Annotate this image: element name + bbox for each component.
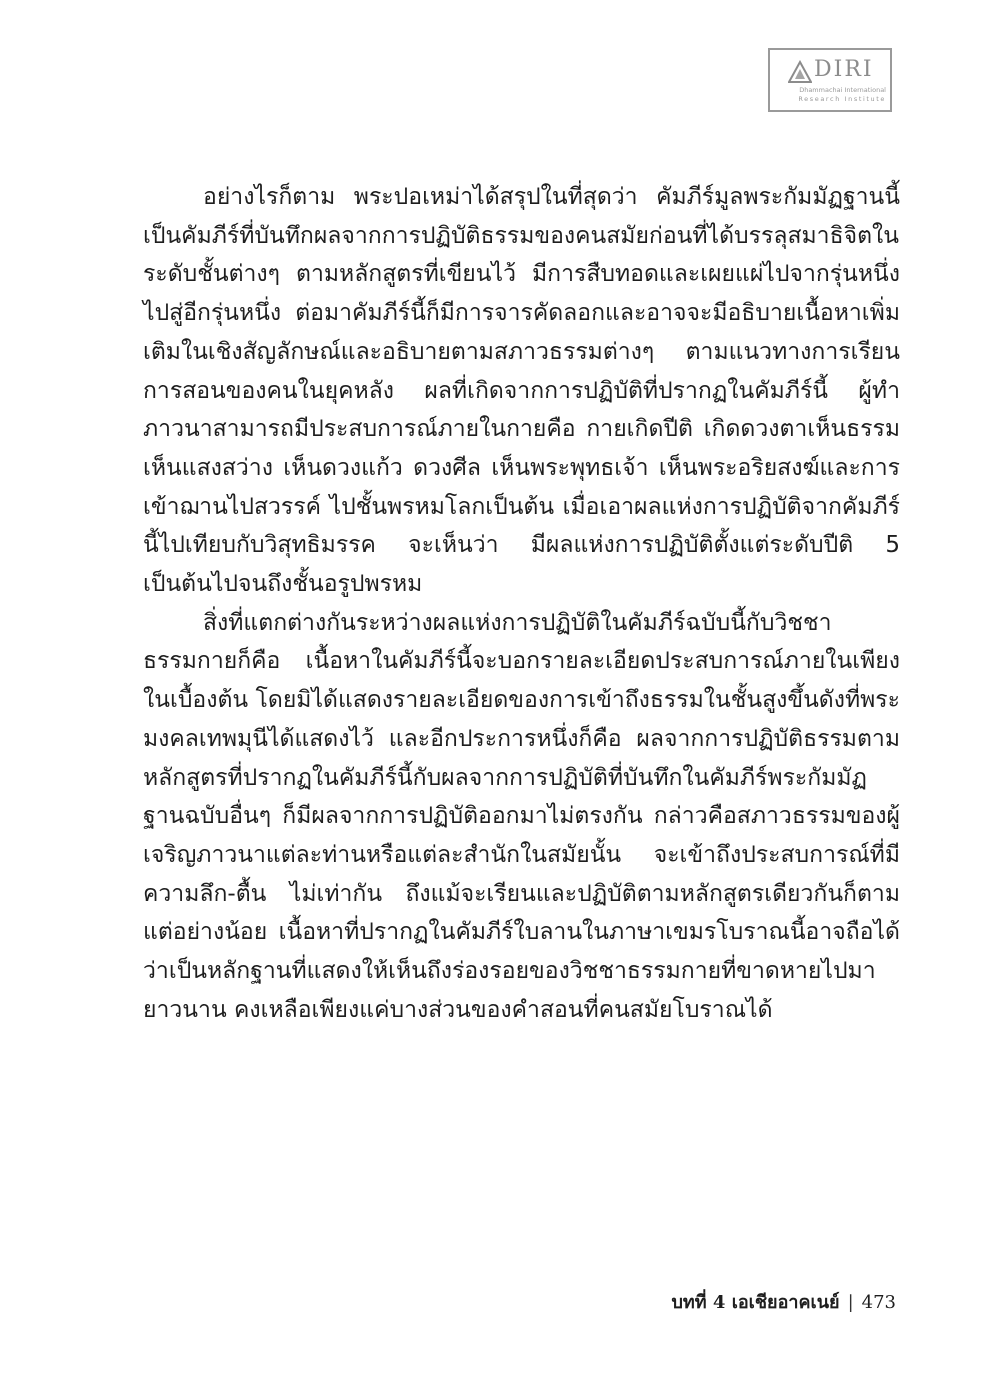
- footer-separator: |: [847, 1292, 854, 1313]
- logo-subtitle-line2: Research Institute: [798, 95, 886, 103]
- chapter-title: บทที่ 4 เอเชียอาคเนย์: [671, 1292, 840, 1313]
- diri-logo: [768, 48, 892, 112]
- paragraph-2: สิ่งที่แตกต่างกันระหว่างผลแห่งการปฏิบัติในคัมภีร์ฉบับนี้กับวิชชาธรรมกายก็คือ เนื้อหาในคัมภีร์นี้จะบอกรายละเอียดประสบการณ์ภายในเพียงในเบื้องต้น โดยมิได้แสดงรายละเอียดของการเข้าถึงธรรมในชั้นสูงขึ้นดังที่พระมงคลเทพมุนีได้แสดงไว้ และอีกประการหนึ่งก็คือ ผลจากการปฏิบัติธรรมตามหลักสูตรที่ปรากฏในคัมภีร์นี้กับผลจากการปฏิบัติที่บันทึกในคัมภีร์พระกัมมัฏฐานฉบับอื่นๆ ก็มีผลจากการปฏิบัติออกมาไม่ตรงกัน กล่าวคือสภาวธรรมของผู้เจริญภาวนาแต่ละท่านหรือแต่ละสำนักในสมัยนั้น จะเข้าถึงประสบการณ์ที่มีความลึก-ตื้น ไม่เท่ากัน ถึงแม้จะเรียนและปฏิบัติตามหลักสูตรเดียวกันก็ตาม แต่อย่างน้อย เนื้อหาที่ปรากฏในคัมภีร์ใบลานในภาษาเขมรโบราณนี้อาจถือได้ว่าเป็นหลักฐานที่แสดงให้เห็นถึงร่องรอยของวิชชาธรรมกายที่ขาดหายไปมายาวนาน คงเหลือเพียงแค่บางส่วนของคำสอนที่คนสมัยโบราณได้: [143, 609, 900, 1023]
- body-text: [143, 178, 900, 1029]
- page-footer: [672, 1290, 897, 1316]
- logo-title: DIRI: [814, 57, 874, 82]
- logo-subtitle-line1: Dhammachai International: [799, 86, 886, 94]
- triangle-logo-icon: [788, 60, 812, 84]
- page-number: 473: [861, 1292, 896, 1313]
- paragraph-1: อย่างไรก็ตาม พระปอเหม่าได้สรุปในที่สุดว่า คัมภีร์มูลพระกัมมัฏฐานนี้ เป็นคัมภีร์ที่บันทึกผลจากการปฏิบัติธรรมของคนสมัยก่อนที่ได้บรรลุสมาธิจิตในระดับชั้นต่างๆ ตามหลักสูตรที่เขียนไว้ มีการสืบทอดและเผยแผ่ไปจากรุ่นหนึ่งไปสู่อีกรุ่นหนึ่ง ต่อมาคัมภีร์นี้ก็มีการจารคัดลอกและอาจจะมีอธิบายเนื้อหาเพิ่มเติมในเชิงสัญลักษณ์และอธิบายตามสภาวธรรมต่างๆ ตามแนวทางการเรียนการสอนของคนในยุคหลัง ผลที่เกิดจากการปฏิบัติที่ปรากฏในคัมภีร์นี้ ผู้ทำภาวนาสามารถมีประสบการณ์ภายในกายคือ กายเกิดปีติ เกิดดวงตาเห็นธรรม เห็นแสงสว่าง เห็นดวงแก้ว ดวงศีล เห็นพระพุทธเจ้า เห็นพระอริยสงฆ์และการเข้าฌานไปสวรรค์ ไปชั้นพรหมโลกเป็นต้น เมื่อเอาผลแห่งการปฏิบัติจากคัมภีร์นี้ไปเทียบกับวิสุทธิมรรค จะเห็นว่า มีผลแห่งการปฏิบัติตั้งแต่ระดับปีติ 5 เป็นต้นไปจนถึงชั้นอรูปพรหม: [143, 184, 900, 598]
